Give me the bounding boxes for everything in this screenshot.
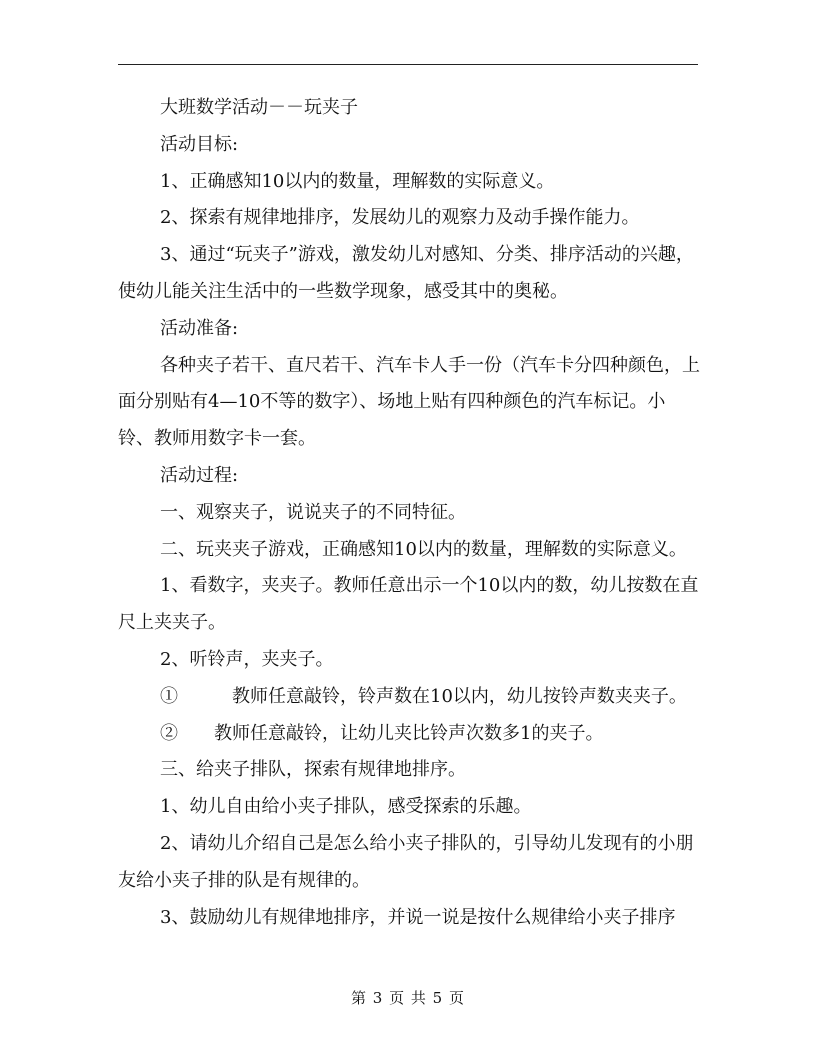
process-step-2-1: 1、看数字，夹夹子。教师任意出示一个10以内的数，幼儿按数在直尺上夹夹子。 (118, 575, 699, 634)
document-title: 大班数学活动－－玩夹子 (160, 97, 358, 118)
heading-preparation: 活动准备: (160, 317, 239, 339)
header-rule (118, 64, 698, 65)
process-step-3-1: 1、幼儿自由给小夹子排队，感受探索的乐趣。 (160, 796, 532, 818)
goal-3: 3、通过“玩夹子”游戏，激发幼儿对感知、分类、排序活动的兴趣，使幼儿能关注生活中的一些数学现象，感受其中的奥秘。 (118, 244, 694, 302)
process-step-3-3: 3、鼓励幼儿有规律地排序，并说一说是按什么规律给小夹子排序 (160, 906, 676, 928)
goal-2: 2、探索有规律地排序，发展幼儿的观察力及动手操作能力。 (160, 207, 640, 229)
process-step-2: 二、玩夹夹子游戏，正确感知10以内的数量，理解数的实际意义。 (160, 538, 687, 560)
document-body (118, 90, 700, 936)
process-step-2-2-a: ① 教师任意敲铃，铃声数在10以内，幼儿按铃声数夹夹子。 (160, 685, 687, 707)
process-step-3: 三、给夹子排队，探索有规律地排序。 (160, 759, 466, 781)
process-step-3-2: 2、请幼儿介绍自己是怎么给小夹子排队的，引导幼儿发现有的小朋友给小夹子排的队是有规律的。 (118, 832, 694, 891)
heading-process: 活动过程: (160, 464, 239, 486)
goal-1: 1、正确感知10以内的数量，理解数的实际意义。 (160, 170, 555, 192)
process-step-2-2: 2、听铃声，夹夹子。 (160, 648, 334, 670)
preparation-text: 各种夹子若干、直尺若干、汽车卡人手一份（汽车卡分四种颜色，上面分别贴有4—10不等的数字）、场地上贴有四种颜色的汽车标记。小铃、教师用数字卡一套。 (118, 354, 700, 450)
heading-goals: 活动目标: (160, 133, 239, 155)
process-step-1: 一、观察夹子，说说夹子的不同特征。 (160, 501, 466, 523)
process-step-2-2-b: ② 教师任意敲铃，让幼儿夹比铃声次数多1的夹子。 (160, 722, 604, 744)
page-number-footer: 第 3 页 共 5 页 (351, 989, 465, 1007)
